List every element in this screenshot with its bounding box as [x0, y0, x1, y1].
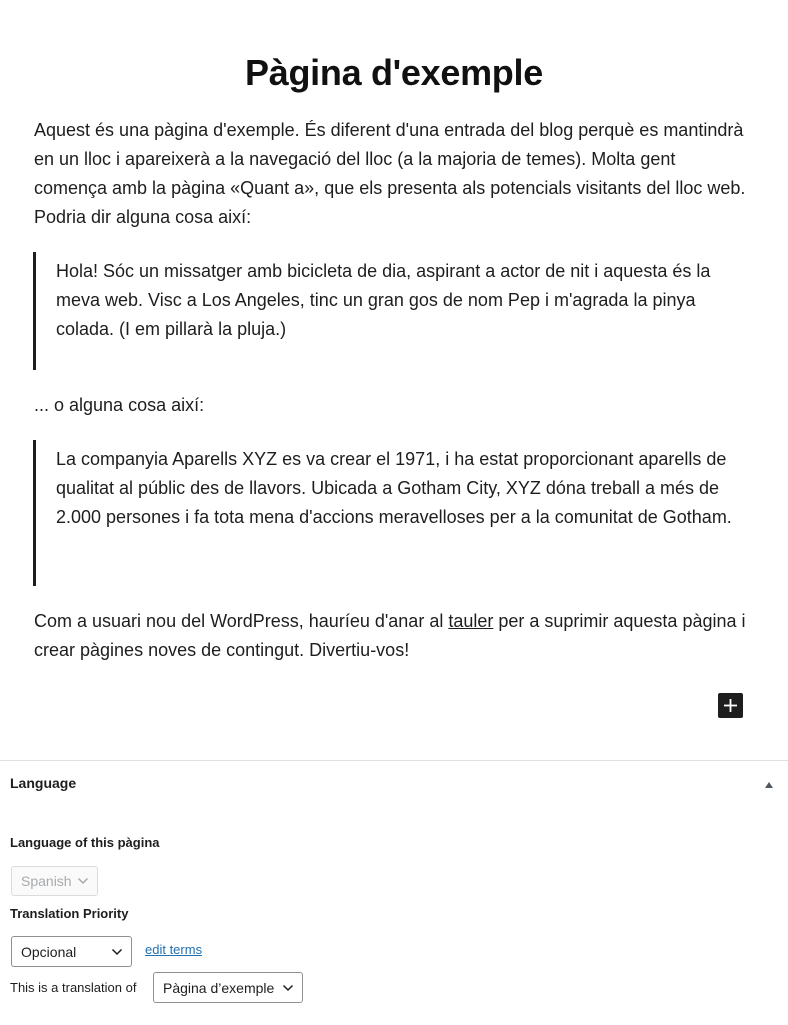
- edit-terms-link[interactable]: edit terms: [145, 942, 203, 957]
- closing-paragraph[interactable]: [34, 607, 750, 665]
- dashboard-link[interactable]: tauler: [448, 611, 494, 631]
- translation-of-value: Pàgina d’exemple: [163, 979, 275, 996]
- add-block-button[interactable]: [718, 693, 743, 718]
- triangle-up-icon[interactable]: [762, 778, 776, 792]
- closing-text-before: Com a usuari nou del WordPress, hauríeu d'anar al: [34, 611, 449, 631]
- blockquote-1[interactable]: [33, 252, 749, 370]
- language-select: [11, 866, 98, 896]
- language-label: Language of this pàgina: [10, 835, 160, 850]
- middle-paragraph[interactable]: ... o alguna cosa així:: [34, 395, 205, 415]
- translation-of-select[interactable]: [153, 972, 303, 1003]
- translation-of-label: This is a translation of: [10, 980, 137, 995]
- blockquote-2-text: La companyia Aparells XYZ es va crear el 1971, i ha estat proporcionant aparells de qualitat al públic des de llavors. Ubicada a Gotham City, XYZ dóna treball a més de 2.000 persones i fa tota mena d'accions meravelloses per a la comunitat de Gotham.: [56, 449, 732, 527]
- translation-priority-label: Translation Priority: [10, 906, 129, 921]
- translation-priority-value: Opcional: [21, 943, 77, 960]
- chevron-down-icon: [111, 948, 123, 956]
- page-title[interactable]: Pàgina d'exemple: [245, 52, 543, 93]
- chevron-down-icon: [77, 877, 89, 885]
- language-select-value: Spanish: [21, 873, 72, 889]
- plus-icon: [724, 699, 737, 712]
- closing-text-after: per a suprimir aquesta pàgina i crear pàgines noves de contingut. Divertiu-vos!: [34, 611, 746, 660]
- chevron-down-icon: [282, 984, 294, 992]
- language-panel-header[interactable]: Language: [10, 775, 77, 791]
- language-panel: [0, 760, 788, 1025]
- blockquote-1-text: Hola! Sóc un missatger amb bicicleta de dia, aspirant a actor de nit i aquesta és la meva web. Visc a Los Angeles, tinc un gran gos de nom Pep i m'agrada la pinya colada. (I em pillarà la pluja.): [56, 261, 711, 339]
- intro-paragraph[interactable]: Aquest és una pàgina d'exemple. És diferent d'una entrada del blog perquè es mantindrà en un lloc i apareixerà a la navegació del lloc (a la majoria de temes). Molta gent comença amb la pàgina «Quant a», que els presenta als potencials visitants del lloc web. Podria dir alguna cosa així:: [34, 120, 746, 227]
- translation-priority-select[interactable]: [11, 936, 132, 967]
- blockquote-2[interactable]: [33, 440, 749, 586]
